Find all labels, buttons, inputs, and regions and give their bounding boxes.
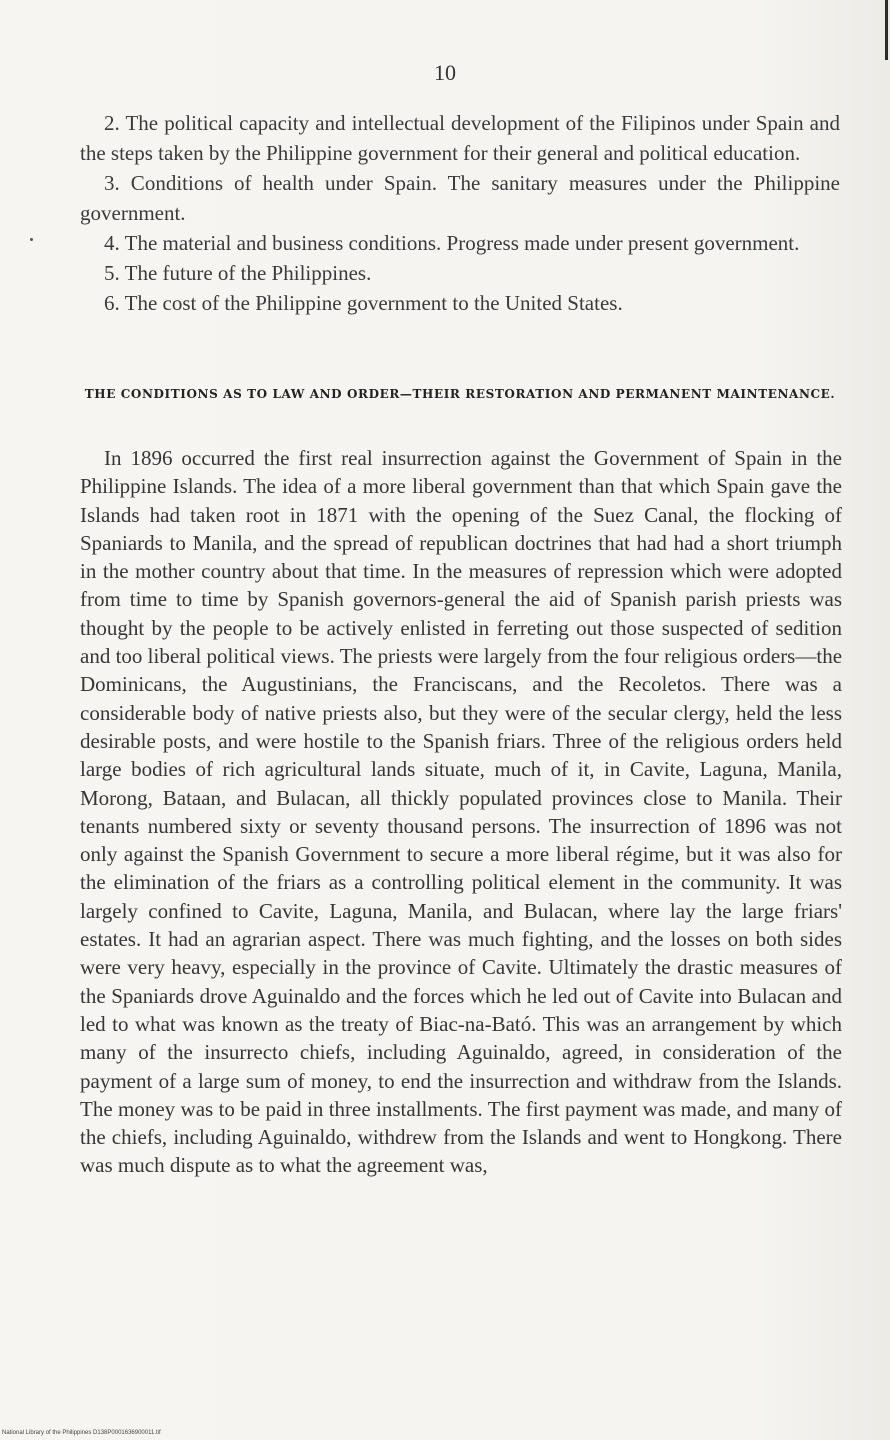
- list-item: 6. The cost of the Philippine government to the United States.: [104, 291, 623, 315]
- section-heading: THE CONDITIONS AS TO LAW AND ORDER—THEIR RESTORATION AND PERMANENT MAINTENANCE.: [84, 387, 836, 401]
- page-number: 10: [434, 60, 456, 85]
- topic-list: [80, 108, 840, 318]
- page-edge-mark: [885, 0, 888, 60]
- body-paragraph: In 1896 occurred the first real insurrection against the Government of Spain in the Philippine Islands. The idea of a more liberal government than that which Spain gave the Islands had taken root in 1871 with the opening of the Suez Canal, the flocking of Spaniards to Manila, and the spread of republican doctrines that had had a short triumph in the mother country about that time. In the measures of repression which were adopted from time to time by Spanish governors-general the aid of Spanish parish priests was thought by the people to be actively enlisted in ferreting out those suspected of sedition and too liberal political views. The priests were largely from the four religious orders—the Dominicans, the Augustinians, the Franciscans, and the Recoletos. There was a considerable body of native priests also, but they were of the secular clergy, held the less desirable posts, and were hostile to the Spanish friars. Three of the religious orders held large bodies of rich agricultural lands situate, much of it, in Cavite, Laguna, Manila, Morong, Bataan, and Bulacan, all thickly populated provinces close to Manila. Their tenants numbered sixty or seventy thousand persons. The insurrection of 1896 was not only against the Spanish Government to secure a more liberal régime, but it was also for the elimination of the friars as a controlling political element in the community. It was largely confined to Cavite, Laguna, Manila, and Bulacan, where lay the large friars' estates. It had an agrarian aspect. There was much fighting, and the losses on both sides were very heavy, especially in the province of Cavite. Ultimately the drastic measures of the Spaniards drove Aguinaldo and the forces which he led out of Cavite into Bulacan and led to what was known as the treaty of Biac-na-Bató. This was an arrangement by which many of the insurrecto chiefs, including Aguinaldo, agreed, in consideration of the payment of a large sum of money, to end the insurrection and withdraw from the Islands. The money was to be paid in three installments. The first payment was made, and many of the chiefs, including Aguinaldo, withdrew from the Islands and went to Hongkong. There was much dispute as to what the agreement was,: [80, 446, 843, 1178]
- margin-speck: [30, 238, 33, 241]
- list-item: 2. The political capacity and intellectual development of the Filipinos under Spain and the steps taken by the Philippine government for their general and political education.: [80, 111, 840, 165]
- list-item: 4. The material and business conditions. Progress made under present government.: [104, 231, 800, 255]
- list-item: 5. The future of the Philippines.: [104, 261, 372, 285]
- scan-footer: National Library of the Philippines D138P0001636900011.tif: [2, 1430, 161, 1436]
- list-item: 3. Conditions of health under Spain. The sanitary measures under the Philippine government.: [80, 171, 840, 225]
